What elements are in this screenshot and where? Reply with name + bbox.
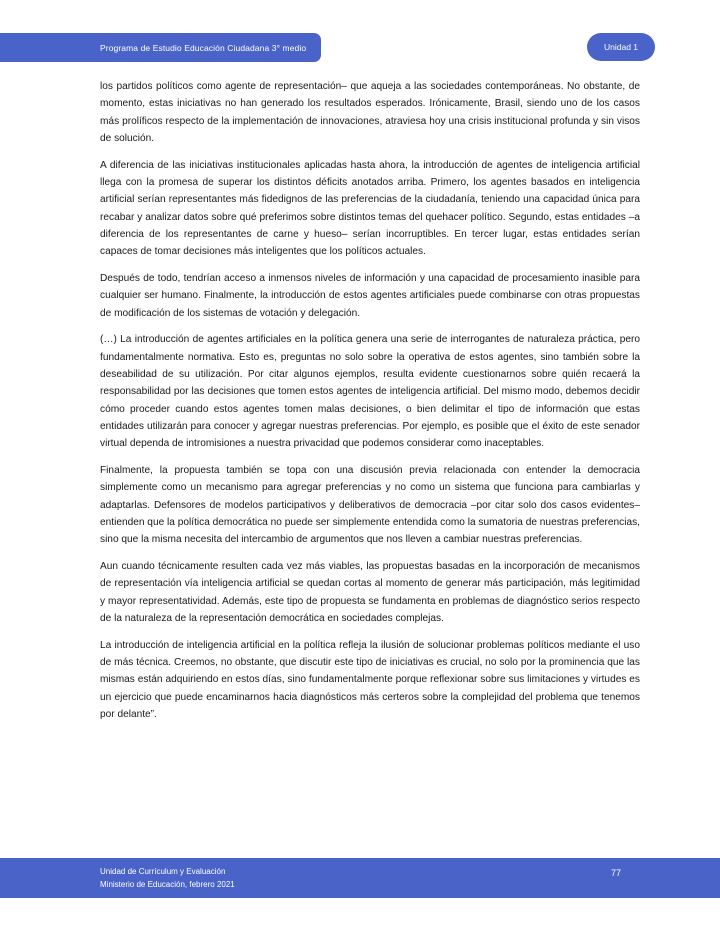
document-body — [100, 78, 640, 733]
footer-unit: Unidad de Currículum y Evaluación — [100, 867, 226, 876]
page-number: 77 — [610, 868, 621, 878]
paragraph: A diferencia de las iniciativas institucionales aplicadas hasta ahora, la introducción de agentes de inteligencia artificial llega con la promesa de superar los distintos déficits anotados arriba. Primero, los agentes basados en inteligencia artificial serían representantes más fidedignos de las preferencias de la ciudadanía, teniendo una capacidad única para recabar y analizar datos sobre qué preferimos sobre distintos temas del quehacer político. Segundo, estas entidades –a diferencia de los representantes de carne y hueso– serían incorruptibles. En tercer lugar, estas entidades serían capaces de tomar decisiones más inteligentes que los políticos actuales. — [100, 159, 640, 258]
unit-badge — [587, 33, 655, 61]
header-bar — [0, 33, 321, 62]
footer-ministry-date: Ministerio de Educación, febrero 2021 — [100, 880, 235, 889]
paragraph: Finalmente, la propuesta también se topa con una discusión previa relacionada con entender la democracia simplemente como un mecanismo para agregar preferencias y no como un sistema que funciona para cambiarlas y adaptarlas. Defensores de modelos participativos y deliberativos de democracia –por citar solo dos casos evidentes– entienden que la política democrática no puede ser simplemente entendida como la sumatoria de nuestras preferencias, sino que la misma necesita del intercambio de argumentos que nos lleven a cambiar nuestras preferencias. — [100, 464, 640, 546]
paragraph: (…) La introducción de agentes artificiales en la política genera una serie de interrogantes de naturaleza práctica, pero fundamentalmente normativa. Esto es, preguntas no solo sobre la operativa de estos agentes, sino también sobre la deseabilidad de su utilización. Por citar algunos ejemplos, resulta evidente cuestionarnos sobre quién recaerá la responsabilidad por las decisiones que tomen estos agentes de inteligencia artificial. Del mismo modo, debemos decidir cómo proceder cuando estos agentes tomen malas decisiones, o bien delimitar el tipo de información que estas entidades utilizarán para conocer y agregar nuestras preferencias. Por ejemplo, es posible que el éxito de este senador virtual dependa de intromisiones a nuestra privacidad que podemos considerar como inaceptables. — [100, 334, 640, 450]
paragraph: Aun cuando técnicamente resulten cada vez más viables, las propuestas basadas en la incorporación de mecanismos de representación vía inteligencia artificial se quedan cortas al momento de generar más participación, más legitimidad y mayor representatividad. Además, este tipo de propuesta se fundamenta en problemas de diagnóstico serios respecto de la naturaleza de la representación democrática en sociedades complejas. — [100, 560, 640, 624]
paragraph: La introducción de inteligencia artificial en la política refleja la ilusión de solucionar problemas políticos mediante el uso de más técnica. Creemos, no obstante, que discutir este tipo de iniciativas es crucial, no solo por la prominencia que las mismas están adquiriendo en estos días, sino fundamentalmente porque reflexionar sobre sus limitaciones y virtudes es un ejercicio que puede encaminarnos hacia diagnósticos más certeros sobre la complejidad del problema que tenemos por delante”. — [100, 639, 640, 720]
footer-bar — [0, 858, 720, 898]
unit-label: Unidad 1 — [603, 42, 639, 52]
paragraph: Después de todo, tendrían acceso a inmensos niveles de información y una capacidad de procesamiento inasible para cualquier ser humano. Finalmente, la introducción de estos agentes artificiales puede combinarse con otras propuestas de modificación de los sistemas de votación y delegación. — [100, 272, 640, 319]
paragraph: los partidos políticos como agente de representación– que aqueja a las sociedades contemporáneas. No obstante, de momento, estas iniciativas no han generado los resultados esperados. Irónicamente, Brasil, siendo uno de los casos más prolíficos respecto de la implementación de innovaciones, atraviesa hoy una crisis institucional profunda y sin visos de solución. — [100, 81, 640, 144]
program-title: Programa de Estudio Educación Ciudadana 3° medio — [100, 42, 307, 53]
